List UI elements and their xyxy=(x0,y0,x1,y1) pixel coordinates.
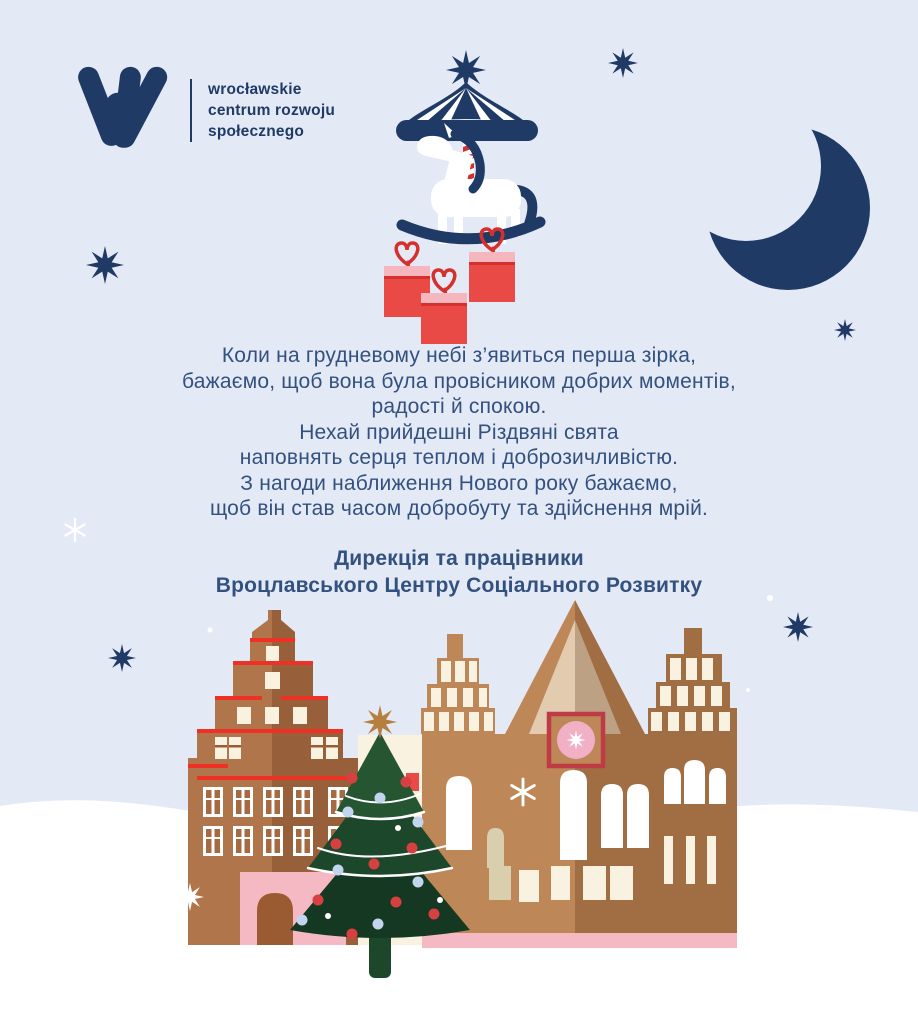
eight-point-star-icon xyxy=(834,319,856,341)
tree-topper-star xyxy=(363,705,397,739)
eight-point-star-icon xyxy=(108,644,136,672)
message-line: радості й спокою. xyxy=(371,395,547,418)
logo-line: wrocławskie xyxy=(208,80,302,98)
wcrs-logo-mark-icon xyxy=(74,60,174,160)
logo-line: społecznego xyxy=(208,122,305,140)
organization-logo xyxy=(74,60,335,160)
message-line: Коли на грудневому небі з’явиться перша зірка, xyxy=(221,344,697,367)
message-line: наповнять серця теплом і доброзичливістю. xyxy=(239,446,679,469)
eight-point-star-icon xyxy=(86,246,124,284)
greeting-message xyxy=(0,343,918,522)
message-line: бажаємо, щоб вона була провісником добрих моментів, xyxy=(182,369,736,393)
message-line: щоб він став часом добробуту та здійснення мрій. xyxy=(209,497,709,520)
signature-block xyxy=(0,546,918,599)
eight-point-star-icon xyxy=(783,612,813,642)
white-star-icon xyxy=(176,883,204,911)
message-line: Нехай прийдешні Різдвяні свята xyxy=(299,420,619,444)
eight-point-star-icon xyxy=(608,48,638,78)
hall-pink-base xyxy=(422,933,737,948)
signature-line: Вроцлавського Центру Соціального Розвитку xyxy=(215,573,703,597)
message-line: З нагоди наближення Нового року бажаємо, xyxy=(240,471,678,495)
clock-tower-face xyxy=(549,714,603,766)
logo-wordmark xyxy=(190,79,335,142)
logo-line: centrum rozwoju xyxy=(208,101,336,119)
signature-line: Дирекція та працівники xyxy=(334,547,584,570)
